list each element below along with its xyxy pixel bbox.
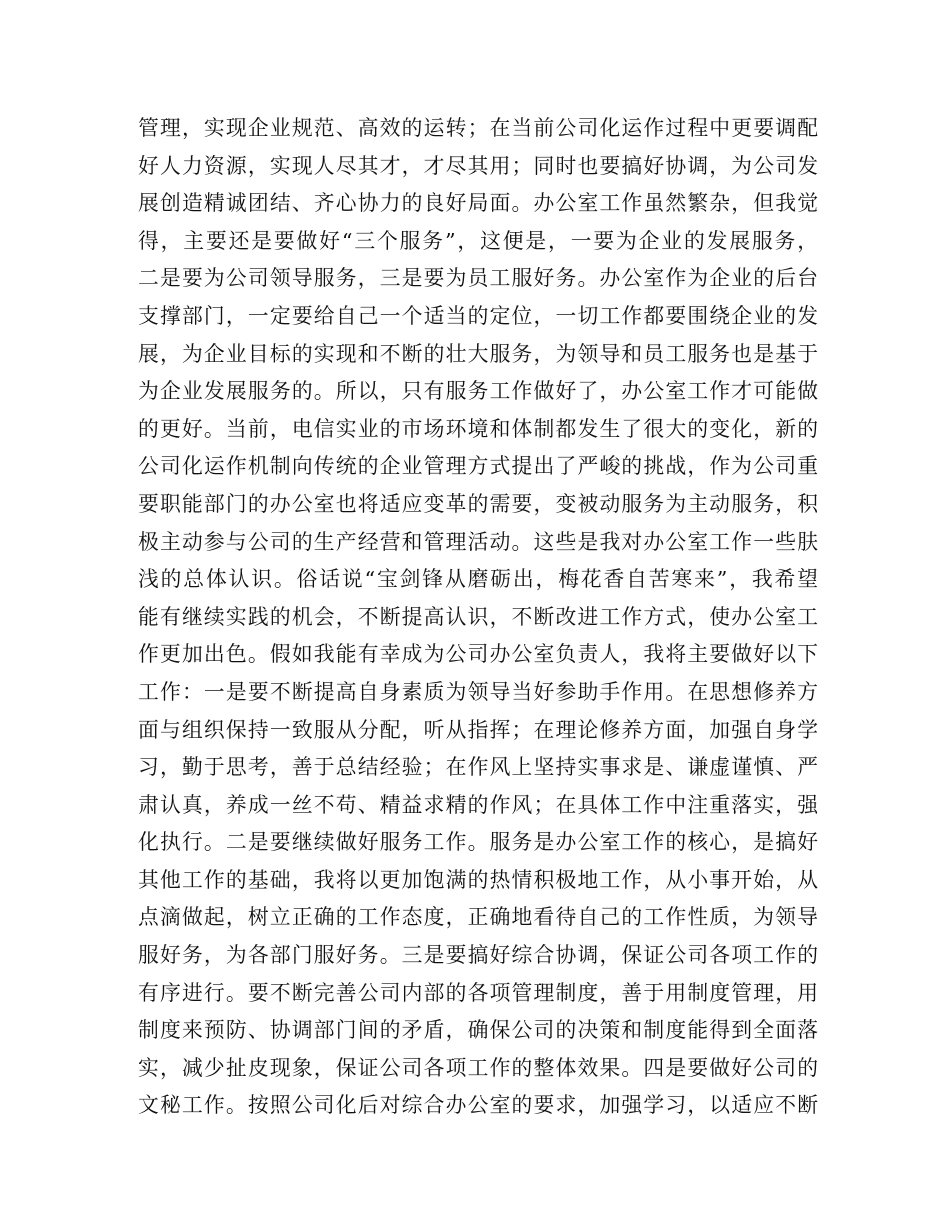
text-line-3: 展创造精诚团结、齐心协力的良好局面。办公室工作虽然繁杂，但我觉: [138, 191, 818, 216]
text-line-13: 浅的总体认识。俗话说“宝剑锋从磨砺出，梅花香自苦寒来”，我希望: [138, 567, 818, 592]
text-line-19: 肃认真，养成一丝不苟、精益求精的作风；在具体工作中注重落实，强: [138, 792, 818, 817]
text-line-2: 好人力资源，实现人尽其才，才尽其用；同时也要搞好协调，为公司发: [138, 153, 818, 178]
text-line-14: 能有继续实践的机会，不断提高认识，不断改进工作方式，使办公室工: [138, 604, 818, 629]
text-line-27: 文秘工作。按照公司化后对综合办公室的要求，加强学习，以适应不断: [138, 1093, 818, 1118]
text-line-1: 管理，实现企业规范、高效的运转；在当前公司化运作过程中更要调配: [138, 116, 818, 140]
text-line-23: 服好务，为各部门服好务。三是要搞好综合协调，保证公司各项工作的: [138, 943, 818, 968]
text-line-20: 化执行。二是要继续做好服务工作。服务是办公室工作的核心，是搞好: [138, 830, 818, 855]
text-line-4: 得，主要还是要做好“三个服务”，这便是，一要为企业的发展服务，: [138, 228, 818, 253]
text-line-26: 实，减少扯皮现象，保证公司各项工作的整体效果。四是要做好公司的: [138, 1055, 818, 1080]
text-line-8: 为企业发展服务的。所以，只有服务工作做好了，办公室工作才可能做: [138, 379, 818, 404]
text-line-7: 展，为企业目标的实现和不断的壮大服务，为领导和员工服务也是基于: [138, 341, 818, 366]
text-line-5: 二是要为公司领导服务，三是要为员工服好务。办公室作为企业的后台: [138, 266, 818, 291]
text-line-15: 作更加出色。假如我能有幸成为公司办公室负责人，我将主要做好以下: [138, 642, 818, 667]
text-line-24: 有序进行。要不断完善公司内部的各项管理制度，善于用制度管理，用: [138, 980, 818, 1005]
text-line-16: 工作：一是要不断提高自身素质为领导当好参助手作用。在思想修养方: [138, 679, 818, 704]
text-line-25: 制度来预防、协调部门间的矛盾，确保公司的决策和制度能得到全面落: [138, 1018, 818, 1043]
text-line-18: 习，勤于思考，善于总结经验；在作风上坚持实事求是、谦虚谨慎、严: [138, 755, 818, 780]
text-line-21: 其他工作的基础，我将以更加饱满的热情积极地工作，从小事开始，从: [138, 867, 818, 892]
text-line-10: 公司化运作机制向传统的企业管理方式提出了严峻的挑战，作为公司重: [138, 454, 818, 479]
text-line-12: 极主动参与公司的生产经营和管理活动。这些是我对办公室工作一些肤: [138, 529, 818, 554]
text-line-11: 要职能部门的办公室也将适应变革的需要，变被动服务为主动服务，积: [138, 491, 818, 516]
text-line-6: 支撑部门，一定要给自己一个适当的定位，一切工作都要围绕企业的发: [138, 303, 818, 328]
text-line-22: 点滴做起，树立正确的工作态度，正确地看待自己的工作性质，为领导: [138, 905, 818, 930]
text-line-9: 的更好。当前，电信实业的市场环境和体制都发生了很大的变化，新的: [138, 416, 818, 441]
text-line-17: 面与组织保持一致服从分配，听从指挥；在理论修养方面，加强自身学: [138, 717, 818, 742]
body-text: [138, 110, 818, 1125]
